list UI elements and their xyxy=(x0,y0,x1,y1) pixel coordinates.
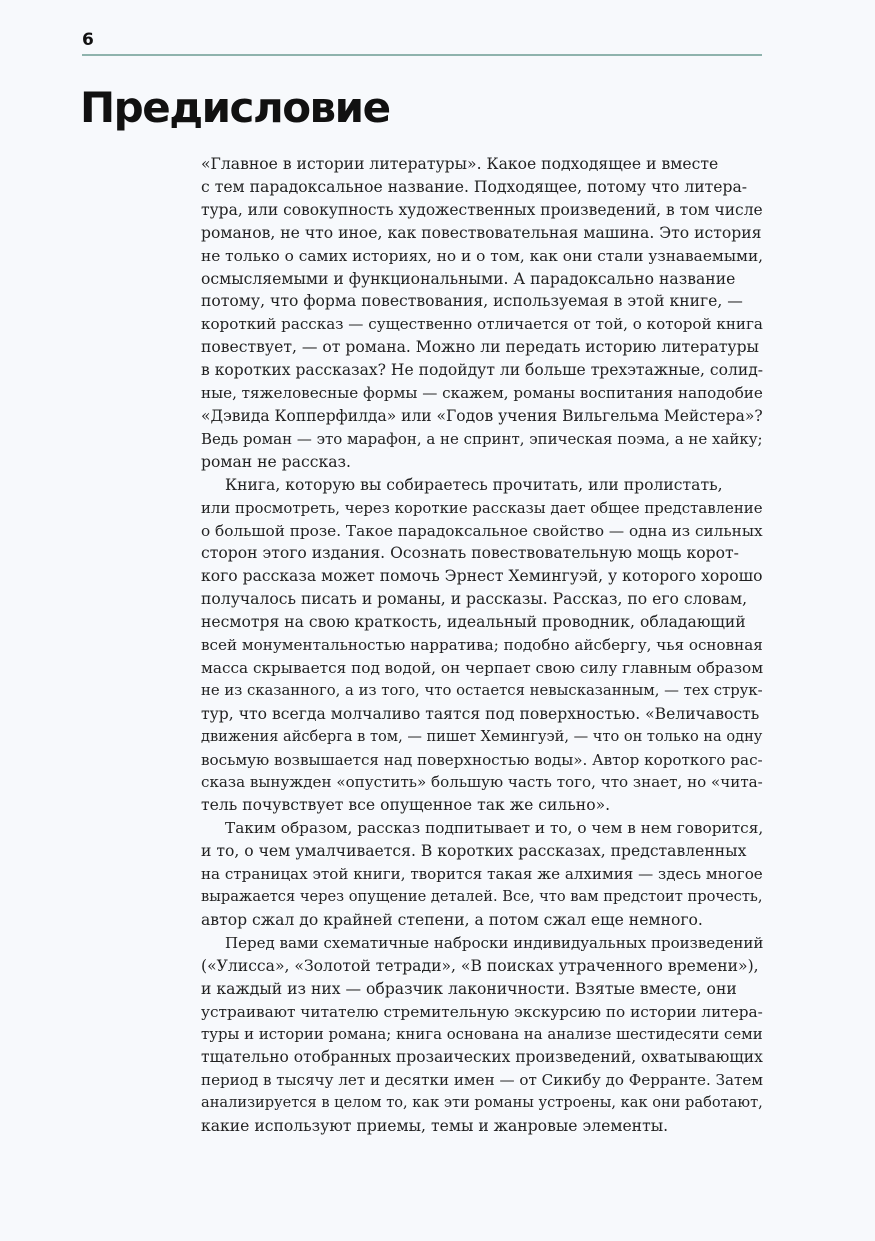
text-line: на страницах этой книги, творится такая же алхимия — здесь многое xyxy=(201,865,763,884)
text-line: «Главное в истории литературы». Какое подходящее и вместе xyxy=(201,155,719,173)
text-line: или просмотреть, через короткие рассказы дает общее представление xyxy=(201,498,763,517)
text-line: всей монументальностью нарратива; подобно айсбергу, чья основная xyxy=(201,636,763,655)
text-line: Ведь роман — это марафон, а не спринт, эпическая поэма, а не хайку; xyxy=(201,429,763,448)
text-line: «Дэвида Копперфилда» или «Годов учения Вильгельма Мейстера»? xyxy=(201,406,763,425)
text-line: Таким образом, рассказ подпитывает и то, о чем в нем говорится, xyxy=(225,819,764,838)
text-line: Книга, которую вы собираетесь прочитать, или пролистать, xyxy=(225,475,723,494)
page-number: 6 xyxy=(82,30,94,50)
text-line: период в тысячу лет и десятки имен — от Сикибу до Ферранте. Затем xyxy=(201,1071,764,1090)
text-line: короткий рассказ — существенно отличается от той, о которой книга xyxy=(201,315,763,334)
text-line: о большой прозе. Такое парадоксальное свойство — одна из сильных xyxy=(201,521,763,540)
text-line: тщательно отобранных прозаических произведений, охватывающих xyxy=(201,1048,763,1067)
text-line: масса скрывается под водой, он черпает свою силу главным образом xyxy=(201,658,764,677)
text-line: автор сжал до крайней степени, а потом сжал еще немного. xyxy=(201,910,703,929)
body-text xyxy=(201,153,771,1138)
text-line: тур, что всегда молчаливо таятся под поверхностью. «Величавость xyxy=(201,704,760,723)
text-line: анализируется в целом то, как эти романы устроены, как они работают, xyxy=(201,1094,763,1112)
text-line: ные, тяжеловесные формы — скажем, романы воспитания наподобие xyxy=(201,384,763,403)
text-line: в коротких рассказах? Не подойдут ли больше трехэтажные, солид- xyxy=(201,361,764,380)
text-line: устраивают читателю стремительную экскурсию по истории литера- xyxy=(201,1002,763,1021)
header-rule xyxy=(82,54,762,56)
text-line: не из сказанного, а из того, что остается невысказанным, — тех струк- xyxy=(201,681,763,699)
text-line: и то, о чем умалчивается. В коротких рассказах, представленных xyxy=(201,842,747,861)
text-line: какие используют приемы, темы и жанровые элементы. xyxy=(201,1117,669,1136)
text-line: повествует, — от романа. Можно ли передать историю литературы xyxy=(201,338,759,357)
text-line: романов, не что иное, как повествовательная машина. Это история xyxy=(201,223,762,242)
text-line: кого рассказа может помочь Эрнест Хемингуэй, у которого хорошо xyxy=(201,567,763,586)
text-line: туры и истории романа; книга основана на анализе шестидесяти семи xyxy=(201,1025,763,1044)
text-line: с тем парадоксальное название. Подходящее, потому что литера- xyxy=(201,177,748,196)
text-line: тель почувствует все опущенное так же сильно». xyxy=(201,796,611,815)
text-line: выражается через опущение деталей. Все, что вам предстоит прочесть, xyxy=(201,888,763,905)
text-line: получалось писать и романы, и рассказы. Рассказ, по его словам, xyxy=(201,590,748,609)
text-line: движения айсберга в том, — пишет Хемингуэй, — что он только на одну xyxy=(201,727,763,745)
text-line: тура, или совокупность художественных произведений, в том числе xyxy=(201,200,763,219)
text-line: сказа вынужден «опустить» большую часть того, что знает, но «чита- xyxy=(201,773,763,792)
text-line: несмотря на свою краткость, идеальный проводник, обладающий xyxy=(201,613,746,632)
text-line: («Улисса», «Золотой тетради», «В поисках утраченного времени»), xyxy=(201,956,759,975)
text-line: восьмую возвышается над поверхностью воды». Автор короткого рас- xyxy=(201,750,763,769)
text-line: осмысляемыми и функциональными. А парадоксально название xyxy=(201,269,736,288)
text-line: и каждый из них — образчик лаконичности. Взятые вместе, они xyxy=(201,979,737,998)
text-line: Перед вами схематичные наброски индивидуальных произведений xyxy=(225,933,764,952)
page-title: Предисловие xyxy=(80,83,390,132)
text-line: сторон этого издания. Осознать повествовательную мощь корот- xyxy=(201,544,739,563)
text-line: роман не рассказ. xyxy=(201,452,351,471)
text-line: потому, что форма повествования, используемая в этой книге, — xyxy=(201,292,743,311)
text-line: не только о самих историях, но и о том, как они стали узнаваемыми, xyxy=(201,246,764,265)
